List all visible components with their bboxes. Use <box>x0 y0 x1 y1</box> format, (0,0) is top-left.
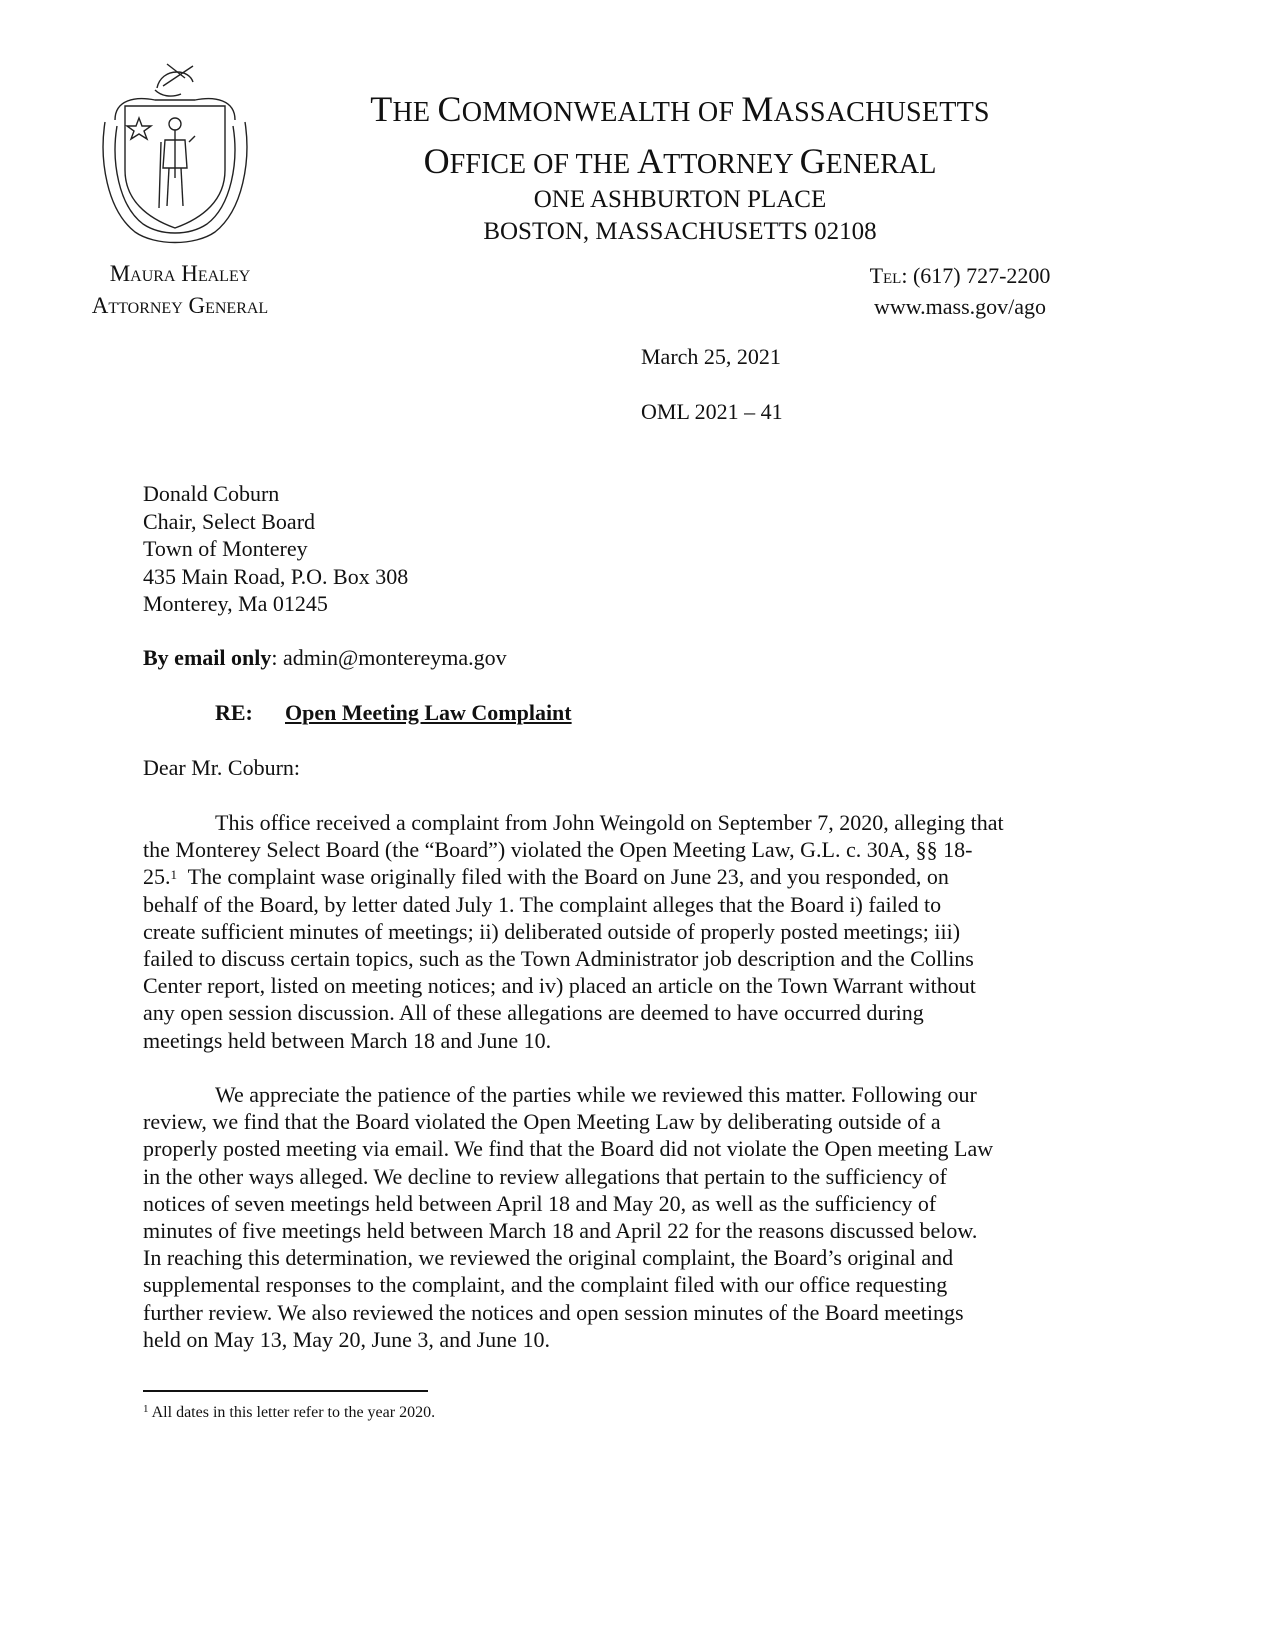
letterhead-title-part: T <box>370 89 393 129</box>
paragraph-line: This office received a complaint from John Weingold on September 7, 2020, alleging that <box>215 810 1004 835</box>
paragraph-line: review, we find that the Board violated the Open Meeting Law by deliberating outside of a <box>143 1109 941 1135</box>
re-label: RE: <box>215 700 253 725</box>
massachusetts-seal-icon <box>95 60 255 252</box>
letterhead-title-part: ASSACHUSETTS <box>773 97 990 128</box>
footnote <box>143 1404 435 1422</box>
paragraph-line-start: 25. <box>143 864 171 890</box>
letterhead-title-part: C <box>437 89 462 129</box>
paragraph-line <box>143 863 1078 890</box>
telephone <box>830 260 1090 291</box>
paragraph-line: supplemental responses to the complaint, and the complaint filed with our office requesting <box>143 1272 948 1298</box>
re-line <box>215 700 572 726</box>
letterhead-title-part: HE <box>392 97 438 128</box>
paragraph-line: held on May 13, May 20, June 3, and June 10. <box>143 1326 550 1352</box>
paragraph-line: failed to discuss certain topics, such as the Town Administrator job description and the Collins <box>143 946 974 972</box>
letterhead-office-part: O <box>423 141 450 181</box>
recipient-title: Chair, Select Board <box>143 508 316 534</box>
letterhead-office-part: ENERAL <box>825 149 937 180</box>
paragraph-line: any open session discussion. All of these allegations are deemed to have occurred during <box>143 1000 924 1026</box>
paragraph-1 <box>143 809 1078 1054</box>
letterhead-address-line1: ONE ASHBURTON PLACE <box>533 186 827 213</box>
telephone-number: : (617) 727-2200 <box>901 263 1051 288</box>
paragraph-line: In reaching this determination, we reviewed the original complaint, the Board’s original and <box>143 1245 954 1271</box>
re-subject: Open Meeting Law Complaint <box>285 700 572 725</box>
letterhead-title <box>250 88 1110 130</box>
footnote-text: All dates in this letter refer to the year 2020. <box>148 1404 436 1421</box>
paragraph-line: Center report, listed on meeting notices; and iv) placed an article on the Town Warrant without <box>143 973 976 999</box>
document-number: OML 2021 – 41 <box>641 399 783 424</box>
letterhead-office <box>250 140 1110 182</box>
salutation: Dear Mr. Coburn: <box>143 755 301 780</box>
recipient-street: 435 Main Road, P.O. Box 308 <box>143 563 409 589</box>
paragraph-line: create sufficient minutes of meetings; ii) deliberated outside of properly posted meetings; iii) <box>143 918 961 944</box>
paragraph-2 <box>143 1081 1078 1353</box>
paragraph-line: in the other ways alleged. We decline to review allegations that pertain to the sufficiency of <box>143 1163 947 1189</box>
telephone-label: Tel <box>869 263 902 288</box>
letter-date: March 25, 2021 <box>641 344 781 369</box>
attorney-general-name: Maura Healey <box>109 261 251 286</box>
recipient-org: Town of Monterey <box>143 536 308 561</box>
delivery-email: : admin@montereyma.gov <box>271 645 507 670</box>
paragraph-line: behalf of the Board, by letter dated July 1. The complaint alleges that the Board i) failed to <box>143 891 942 917</box>
paragraph-line: meetings held between March 18 and June 10. <box>143 1027 552 1053</box>
paragraph-line: further review. We also reviewed the notices and open session minutes of the Board meetings <box>143 1299 964 1325</box>
recipient-city: Monterey, Ma 01245 <box>143 591 328 616</box>
letterhead-office-part: FFICE OF THE <box>449 149 638 180</box>
attorney-general-block <box>60 258 300 322</box>
delivery-line <box>143 645 507 671</box>
letterhead-address-line2: BOSTON, MASSACHUSETTS 02108 <box>483 218 877 245</box>
letterhead-office-part: A <box>637 141 664 181</box>
letterhead-office-part: TTORNEY <box>663 149 800 180</box>
contact-block <box>830 260 1090 322</box>
attorney-general-title: Attorney General <box>91 293 269 318</box>
footnote-divider <box>143 1390 428 1392</box>
paragraph-line: We appreciate the patience of the parties while we reviewed this matter. Following our <box>215 1082 977 1107</box>
footnote-number: 1 <box>143 1403 149 1415</box>
letterhead-office-part: G <box>799 141 826 181</box>
delivery-label: By email only <box>143 645 272 670</box>
letterhead-title-part: OMMONWEALTH OF <box>461 97 742 128</box>
recipient-address <box>143 480 408 618</box>
recipient-name: Donald Coburn <box>143 481 280 506</box>
footnote-marker: 1 <box>170 867 177 883</box>
paragraph-line: minutes of five meetings held between March 18 and April 22 for the reasons discussed below. <box>143 1218 978 1244</box>
paragraph-line: notices of seven meetings held between April 18 and May 20, as well as the sufficiency of <box>143 1190 937 1216</box>
paragraph-line: the Monterey Select Board (the “Board”) violated the Open Meeting Law, G.L. c. 30A, §§ 18- <box>143 837 973 863</box>
paragraph-line-rest: The complaint wase originally filed with the Board on June 23, and you responded, on <box>187 864 949 890</box>
letterhead-title-part: M <box>741 89 774 129</box>
website: www.mass.gov/ago <box>873 294 1047 319</box>
paragraph-line: properly posted meeting via email. We find that the Board did not violate the Open meeting Law <box>143 1136 994 1162</box>
